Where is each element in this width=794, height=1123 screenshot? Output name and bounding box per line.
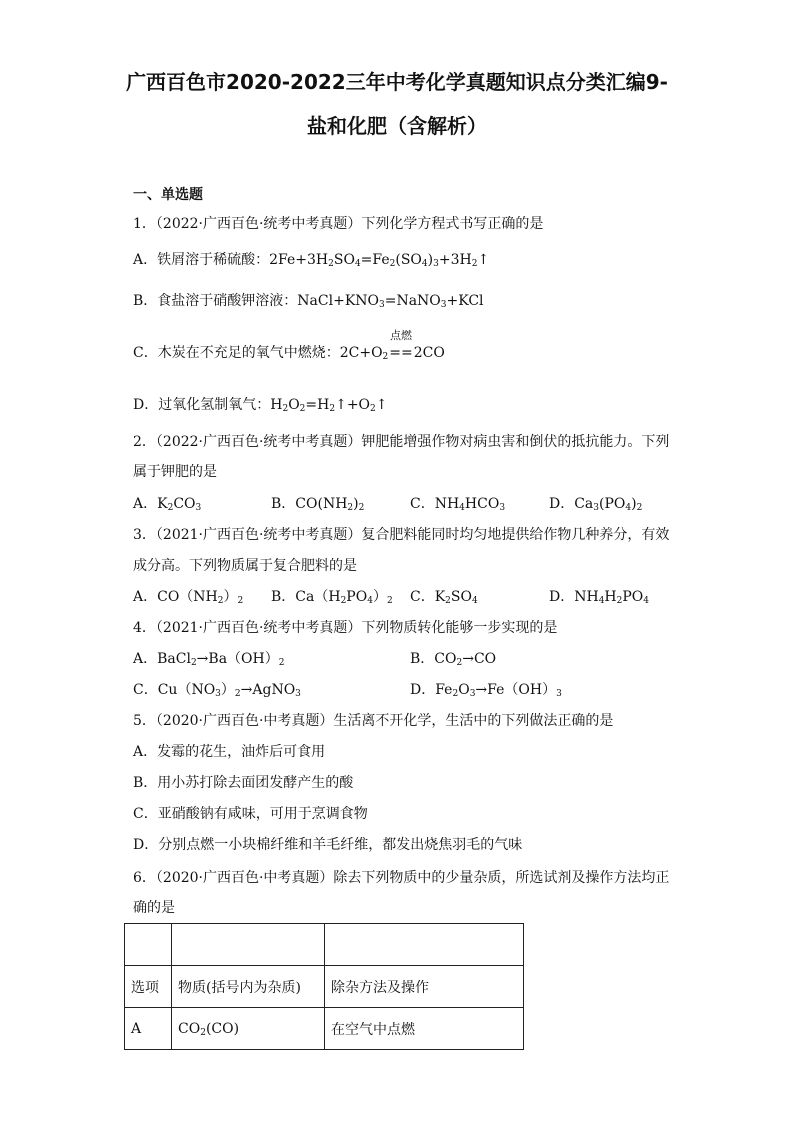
table-header-option: 选项 [125, 966, 172, 1008]
table-header-row [125, 966, 524, 1008]
question-1-option-c [133, 329, 445, 362]
option-d-label: D．过氧化氢制氧气： [133, 397, 271, 413]
question-1-option-b [133, 292, 484, 310]
question-2-option-a: A．$K_2CO_3$ [133, 496, 202, 513]
document-title-line1: 广西百色市2020-2022三年中考化学真题知识点分类汇编9- [126, 70, 668, 94]
question-2-stem-line2: 属于钾肥的是 [133, 464, 217, 480]
question-3-option-d: D．$NH_4H_2PO_4$ [549, 589, 650, 606]
question-3-stem-line1: 3．（2021·广西百色·统考中考真题）复合肥料能同时均匀地提供给作物几种养分，有效 [133, 527, 670, 543]
reaction-condition: 点燃 [390, 329, 413, 342]
table-cell [172, 924, 325, 966]
document-title-line2: 盐和化肥（含解析） [307, 114, 487, 138]
question-5-option-a: A．发霉的花生，油炸后可食用 [133, 744, 326, 760]
question-6-stem-line2: 确的是 [133, 900, 175, 916]
option-c-label: C．木炭在不充足的氧气中燃烧： [133, 345, 340, 361]
question-3-option-b: B．$Ca(H_2PO_4)_2$ [271, 589, 393, 606]
question-3-stem-line2: 成分高。下列物质属于复合肥料的是 [133, 558, 357, 574]
table-cell [325, 924, 524, 966]
question-4-option-d: D．$Fe_2O_3\to Fe(OH)_3$ [410, 682, 562, 699]
question-4-option-a: A．$BaCl_2\to Ba(OH)_2$ [133, 651, 285, 668]
question-4-stem: 4．（2021·广西百色·统考中考真题）下列物质转化能够一步实现的是 [133, 620, 558, 636]
reaction-condition-equals: 点燃 == [389, 329, 413, 361]
question-2-stem-line1: 2．（2022·广西百色·统考中考真题）钾肥能增强作物对病虫害和倒伏的抵抗能力。下列 [133, 434, 670, 450]
question-3-option-a: A．$CO(NH_2)_2$ [133, 589, 244, 606]
question-3-option-c: C．$K_2SO_4$ [410, 589, 478, 606]
question-5-option-b: B．用小苏打除去面团发酵产生的酸 [133, 775, 354, 791]
table-cell-option: A [125, 1008, 172, 1050]
option-d-equation: $H_2O_2=H_2↑+O_2↑$ [270, 397, 388, 414]
table-row [125, 924, 524, 966]
question-6-stem-line1: 6．（2020·广西百色·中考真题）除去下列物质中的少量杂质，所选试剂及操作方法均正 [133, 870, 670, 886]
question-4-option-b: B．$CO_2\to CO$ [410, 651, 497, 668]
table-header-method: 除杂方法及操作 [325, 966, 524, 1008]
table-cell-substance: $CO_2(CO)$ [172, 1008, 325, 1050]
question-1-option-a [133, 251, 489, 269]
question-1-stem: 1．（2022·广西百色·统考中考真题）下列化学方程式书写正确的是 [133, 216, 544, 232]
question-2-option-d: D．$Ca_3(PO_4)_2$ [549, 496, 643, 513]
table-cell [125, 924, 172, 966]
table-header-substance: 物质(括号内为杂质) [172, 966, 325, 1008]
table-cell-method: 在空气中点燃 [325, 1008, 524, 1050]
option-a-equation: $2Fe+3H_2SO_4=Fe_2(SO_4)_3+3H_2↑$ [269, 252, 490, 269]
question-4-option-c: C．$Cu(NO_3)_2\to AgNO_3$ [133, 682, 301, 699]
question-1-option-d [133, 396, 388, 414]
option-a-label: A．铁屑溶于稀硫酸： [133, 252, 270, 268]
question-2-option-b: B．$CO(NH_2)_2$ [271, 496, 365, 513]
section-heading: 一、单选题 [133, 187, 203, 203]
question-5-stem: 5．（2020·广西百色·中考真题）生活离不开化学，生活中的下列做法正确的是 [133, 713, 614, 729]
table-row [125, 1008, 524, 1050]
option-b-label: B．食盐溶于硝酸钾溶液： [133, 293, 298, 309]
option-b-equation: $NaCl+KNO_3=NaNO_3+KCl$ [297, 293, 484, 310]
question-2-option-c: C．$NH_4HCO_3$ [410, 496, 506, 513]
question-5-option-d: D．分别点燃一小块棉纤维和羊毛纤维，都发出烧焦羽毛的气味 [133, 837, 523, 853]
option-c-equation: $2C+O_2$ 点燃 ==2CO [339, 329, 445, 362]
question-5-option-c: C．亚硝酸钠有咸味，可用于烹调食物 [133, 806, 368, 822]
question-6-table [124, 923, 524, 1050]
